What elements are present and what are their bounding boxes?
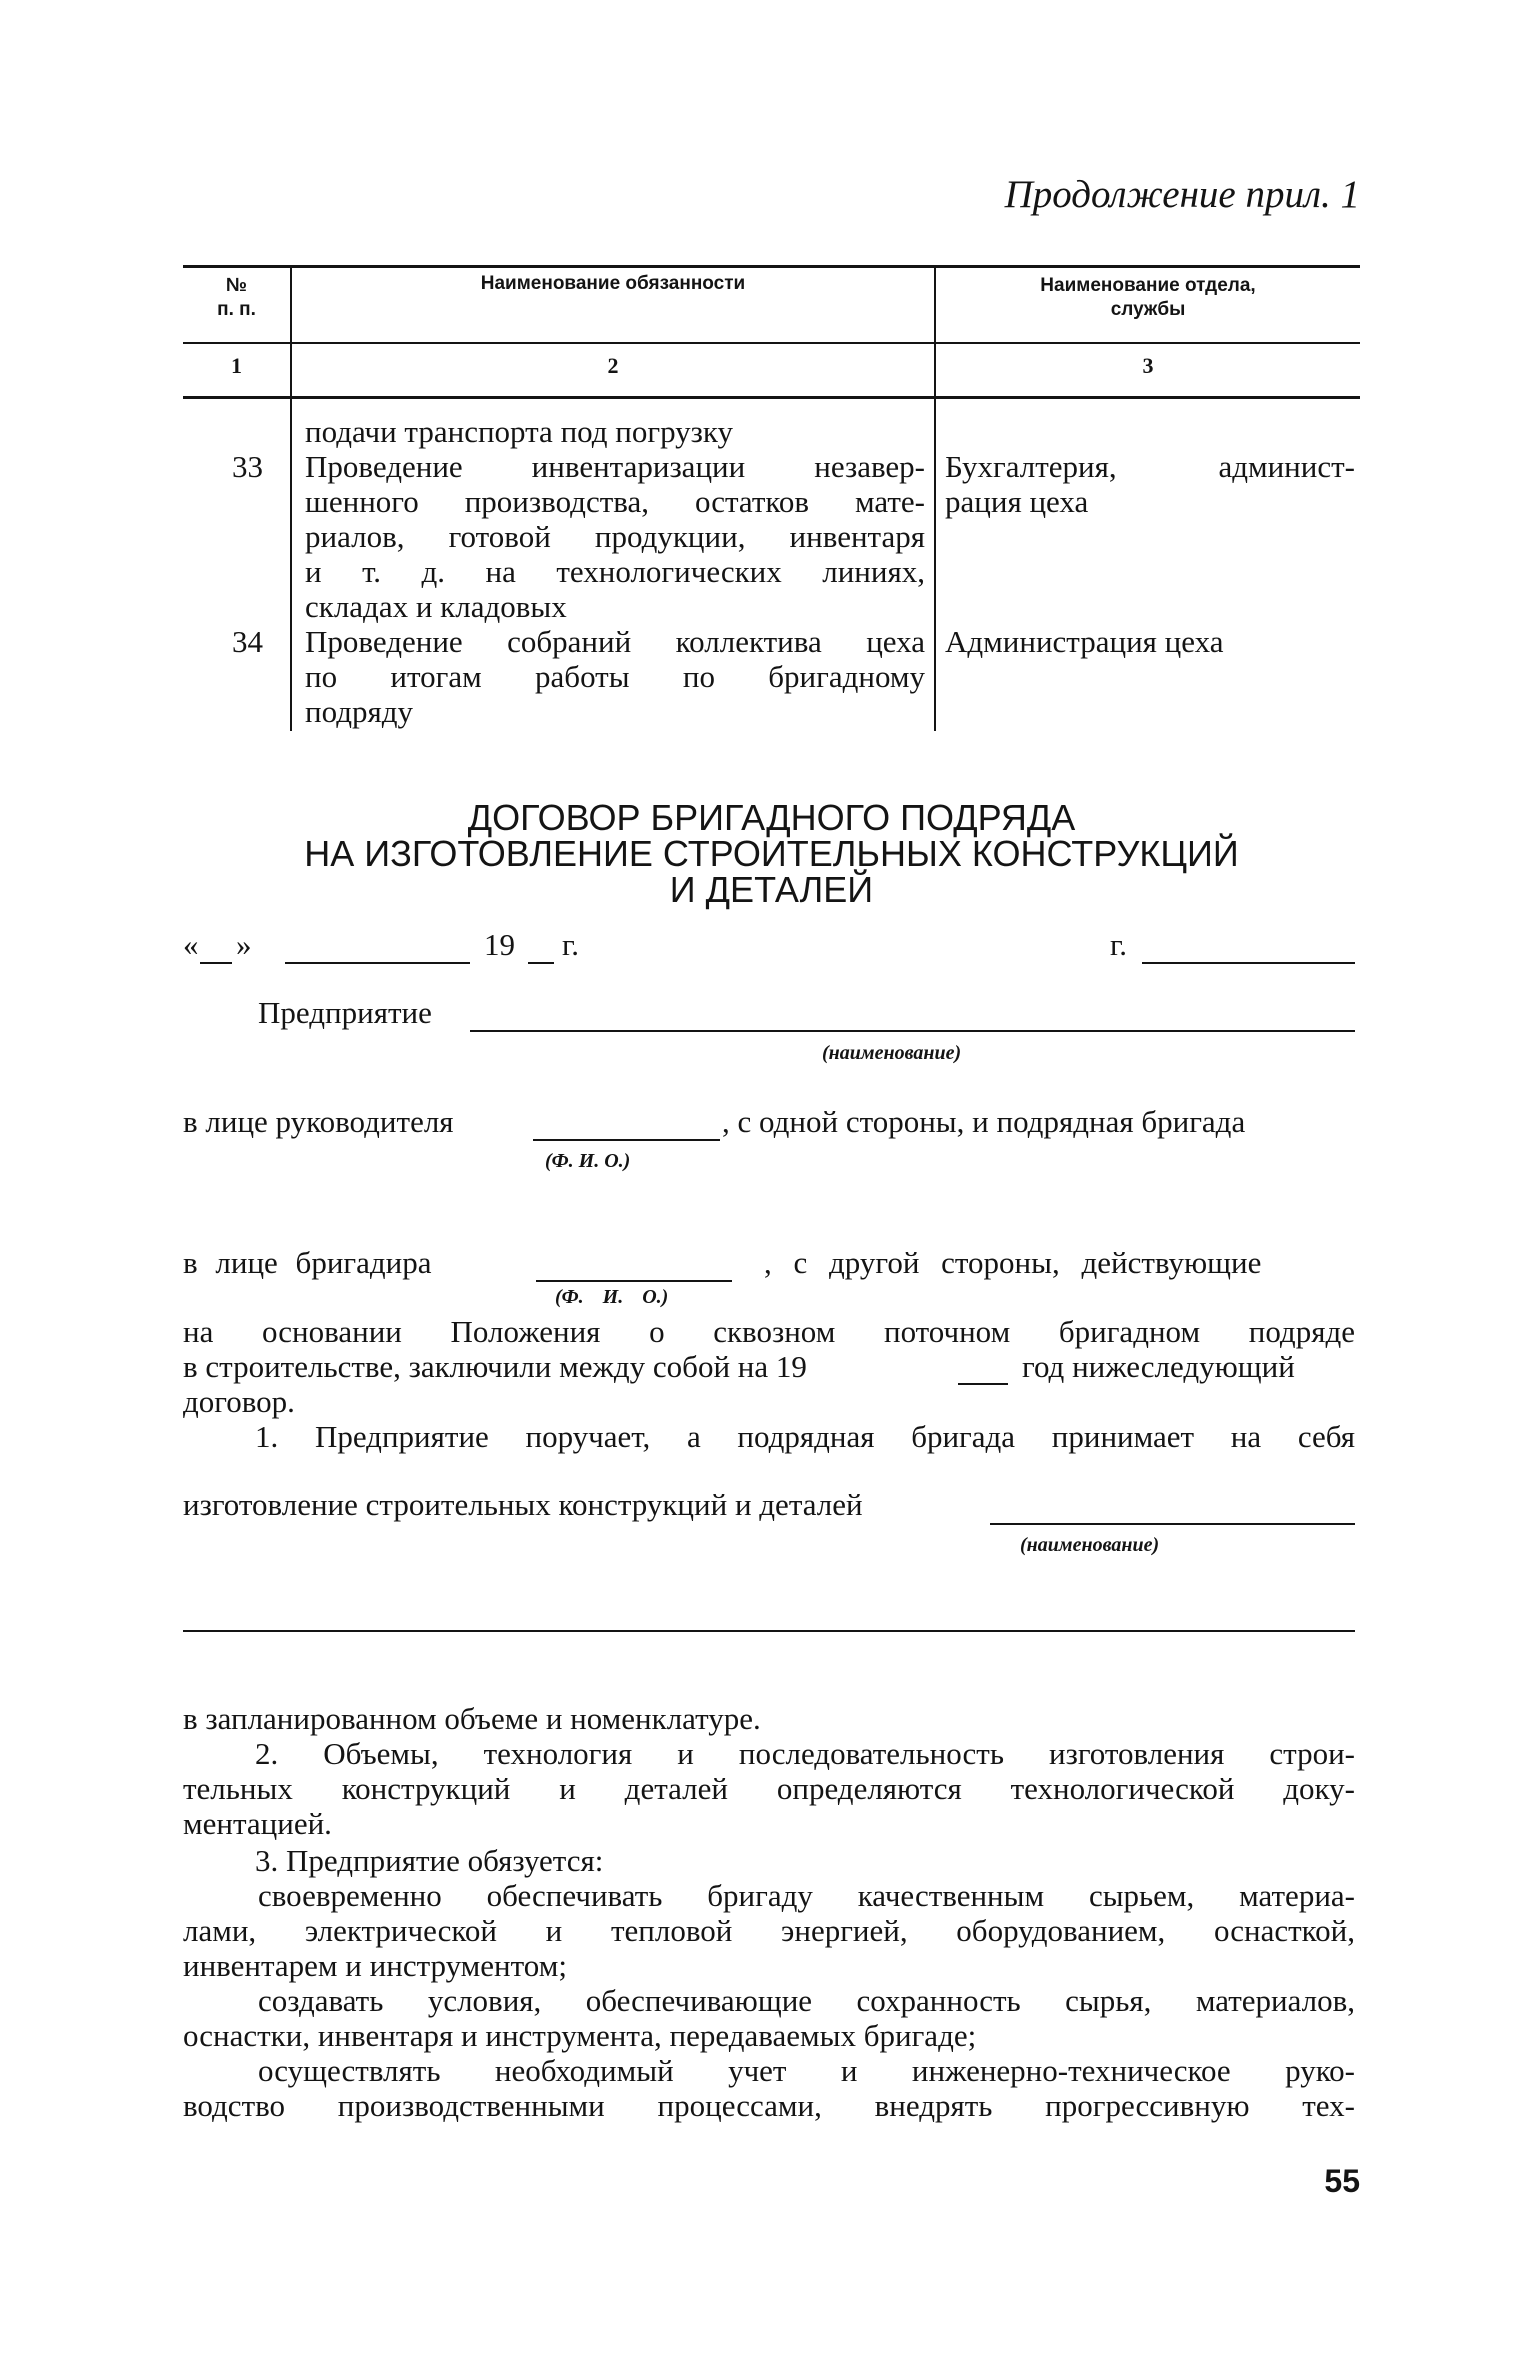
director-tail: , с одной стороны, и подрядная бригада bbox=[722, 1104, 1246, 1139]
row-34-duty-line-2: подряду bbox=[305, 694, 414, 729]
p2-line-0: 2. Объемы, технология и последовательность изготовления строи- bbox=[255, 1736, 1355, 1771]
enterprise-label: Предприятие bbox=[258, 995, 432, 1030]
row-34-duty-line-0: Проведение собраний коллектива цеха bbox=[305, 624, 925, 659]
foreman-fio-caption: (Ф. И. О.) bbox=[555, 1286, 669, 1308]
p3a-line-2: инвентарем и инструментом; bbox=[183, 1948, 567, 1983]
colnum-2: 2 bbox=[607, 353, 619, 378]
director-fio-caption: (Ф. И. О.) bbox=[545, 1150, 631, 1172]
p3b-line-1: оснастки, инвентаря и инструмента, передаваемых бригаде; bbox=[183, 2018, 977, 2053]
enterprise-blank bbox=[470, 1030, 1355, 1032]
row-33-num: 33 bbox=[232, 449, 263, 484]
row-33-duty-line-0: Проведение инвентаризации незавер- bbox=[305, 449, 925, 484]
basis-line-2a: в строительстве, заключили между собой на 19 bbox=[183, 1349, 807, 1384]
p2-line-1: тельных конструкций и деталей определяются технологической доку- bbox=[183, 1771, 1355, 1806]
date-day-blank bbox=[200, 962, 232, 964]
p3a-line-1: лами, электрической и тепловой энергией, оборудованием, оснасткой, bbox=[183, 1913, 1355, 1948]
title-line-2: И ДЕТАЛЕЙ bbox=[669, 869, 874, 910]
p1-line-1: 1. Предприятие поручает, а подрядная бригада принимает на себя bbox=[255, 1419, 1355, 1454]
title-line-0: ДОГОВОР БРИГАДНОГО ПОДРЯДА bbox=[467, 797, 1076, 838]
p1-name-blank bbox=[990, 1523, 1355, 1525]
header-num: № п. п. bbox=[217, 275, 256, 320]
enterprise-caption: (наименование) bbox=[822, 1042, 962, 1064]
p3c-line-1: водство производственными процессами, внедрять прогрессивную тех- bbox=[183, 2088, 1355, 2123]
table-top-rule bbox=[183, 265, 1360, 268]
p2-line-2: ментацией. bbox=[183, 1806, 332, 1841]
city-blank bbox=[1142, 962, 1355, 964]
row-34-num: 34 bbox=[232, 624, 263, 659]
director-blank bbox=[533, 1139, 720, 1141]
p3a-line-0: своевременно обеспечивать бригаду качественным сырьем, материа- bbox=[258, 1878, 1355, 1913]
foreman-label: в лице бригадира bbox=[183, 1245, 432, 1280]
p1-line-3: в запланированном объеме и номенклатуре. bbox=[183, 1701, 761, 1736]
date-open-quote: « bbox=[183, 927, 199, 962]
row-33-dept-line-0: Бухгалтерия, админист- bbox=[945, 449, 1355, 484]
date-year-blank bbox=[528, 962, 554, 964]
date-close-quote: » bbox=[236, 927, 252, 962]
p1-line-2: изготовление строительных конструкций и деталей bbox=[183, 1487, 863, 1522]
foreman-blank bbox=[536, 1280, 732, 1282]
p3-head: 3. Предприятие обязуется: bbox=[255, 1843, 604, 1878]
basis-line-2b: год нижеследующий bbox=[1022, 1349, 1295, 1384]
city-prefix: г. bbox=[1110, 927, 1127, 962]
date-month-blank bbox=[285, 962, 470, 964]
table-vline-2 bbox=[934, 265, 936, 731]
row-33-dept-line-1: рация цеха bbox=[945, 484, 1089, 519]
p1-caption: (наименование) bbox=[1020, 1534, 1160, 1556]
row-34-duty-line-1: по итогам работы по бригадному bbox=[305, 659, 925, 694]
basis-line-1: на основании Положения о сквозном поточном бригадном подряде bbox=[183, 1314, 1355, 1349]
p3c-line-0: осуществлять необходимый учет и инженерно-техническое руко- bbox=[258, 2053, 1355, 2088]
continuation-header: Продолжение прил. 1 bbox=[1004, 173, 1360, 216]
header-duty: Наименование обязанности bbox=[480, 273, 746, 294]
page-number: 55 bbox=[1324, 2163, 1360, 2199]
row-33-duty-line-4: складах и кладовых bbox=[305, 589, 567, 624]
row-33-duty-line-2: риалов, готовой продукции, инвентаря bbox=[305, 519, 925, 554]
table-colnum-rule bbox=[183, 396, 1360, 399]
title-line-1: НА ИЗГОТОВЛЕНИЕ СТРОИТЕЛЬНЫХ КОНСТРУКЦИЙ bbox=[304, 833, 1239, 874]
row-34-dept-line-0: Администрация цеха bbox=[945, 624, 1224, 659]
header-dept: Наименование отдела, службы bbox=[1040, 275, 1256, 320]
table-vline-1 bbox=[290, 265, 292, 731]
row-0-duty-line-0: подачи транспорта под погрузку bbox=[305, 414, 734, 449]
p1-continuation-blank bbox=[183, 1630, 1355, 1632]
colnum-1: 1 bbox=[231, 353, 242, 378]
colnum-3: 3 bbox=[1142, 353, 1154, 378]
date-year-prefix: 19 bbox=[484, 927, 515, 962]
date-year-suffix: г. bbox=[562, 927, 579, 962]
row-33-duty-line-1: шенного производства, остатков мате- bbox=[305, 484, 925, 519]
table-header-rule bbox=[183, 342, 1360, 344]
basis-line-3: договор. bbox=[183, 1384, 295, 1419]
director-label: в лице руководителя bbox=[183, 1104, 454, 1139]
p3b-line-0: создавать условия, обеспечивающие сохранность сырья, материалов, bbox=[258, 1983, 1355, 2018]
row-33-duty-line-3: и т. д. на технологических линиях, bbox=[305, 554, 925, 589]
foreman-tail: , с другой стороны, действующие bbox=[764, 1245, 1262, 1280]
contract-title bbox=[183, 797, 1360, 910]
